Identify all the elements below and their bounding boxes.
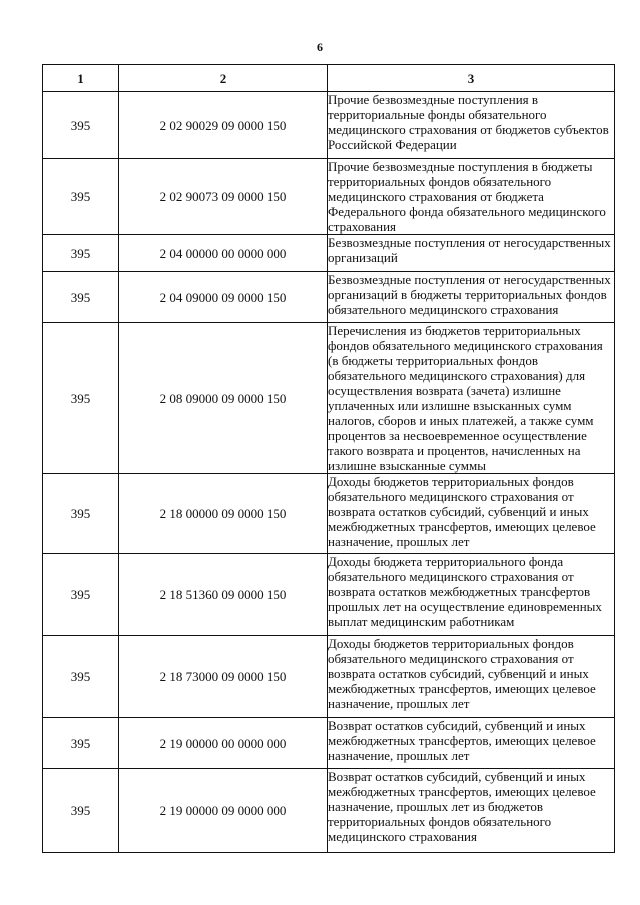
revenue-name-cell: Прочие безвозмездные поступления в бюджеты территориальных фондов обязательного медицинского страхования от бюджета Федерального фонда обязательного медицинского страхования <box>328 159 615 235</box>
revenue-code-cell: 2 18 73000 09 0000 150 <box>119 636 328 718</box>
revenue-name-cell: Безвозмездные поступления от негосударственных организаций в бюджеты территориальных фондов обязательного медицинского страхования <box>328 272 615 323</box>
table-row <box>43 92 615 159</box>
revenue-name-cell: Прочие безвозмездные поступления в территориальные фонды обязательного медицинского страхования от бюджетов субъектов Российской Федерации <box>328 92 615 159</box>
table-row <box>43 769 615 853</box>
table-row <box>43 554 615 636</box>
table-row <box>43 636 615 718</box>
table-row <box>43 159 615 235</box>
table-row <box>43 235 615 272</box>
revenue-code-cell: 2 18 51360 09 0000 150 <box>119 554 328 636</box>
revenue-name-cell: Возврат остатков субсидий, субвенций и иных межбюджетных трансфертов, имеющих целевое назначение, прошлых лет из бюджетов территориальных фондов обязательного медицинского страхования <box>328 769 615 853</box>
revenue-code-cell: 2 04 00000 00 0000 000 <box>119 235 328 272</box>
revenue-code-cell: 2 04 09000 09 0000 150 <box>119 272 328 323</box>
chapter-code-cell: 395 <box>43 159 119 235</box>
revenue-code-cell: 2 02 90029 09 0000 150 <box>119 92 328 159</box>
chapter-code-cell: 395 <box>43 474 119 554</box>
chapter-code-cell: 395 <box>43 718 119 769</box>
chapter-code-cell: 395 <box>43 92 119 159</box>
column-header-3: 3 <box>328 65 615 92</box>
page-number: 6 <box>317 40 323 54</box>
revenue-name-cell: Перечисления из бюджетов территориальных фондов обязательного медицинского страхования (в бюджеты территориальных фондов обязательного медицинского страхования) для осуществления возврата (зачета) излишне уплаченных или излишне взысканных сумм налогов, сборов и иных платежей, а также сумм процентов за несвоевременное осуществление такого возврата и процентов, начисленных на излишне взысканные суммы <box>328 323 615 474</box>
chapter-code-cell: 395 <box>43 323 119 474</box>
revenue-code-cell: 2 18 00000 09 0000 150 <box>119 474 328 554</box>
column-header-1: 1 <box>43 65 119 92</box>
revenue-name-cell: Безвозмездные поступления от негосударственных организаций <box>328 235 615 272</box>
chapter-code-cell: 395 <box>43 272 119 323</box>
column-header-2: 2 <box>119 65 328 92</box>
table-row <box>43 718 615 769</box>
table-header-row <box>43 65 615 92</box>
revenue-codes-table <box>42 64 615 853</box>
revenue-code-cell: 2 19 00000 00 0000 000 <box>119 718 328 769</box>
chapter-code-cell: 395 <box>43 769 119 853</box>
table-row <box>43 272 615 323</box>
chapter-code-cell: 395 <box>43 636 119 718</box>
table-row <box>43 323 615 474</box>
revenue-name-cell: Доходы бюджетов территориальных фондов обязательного медицинского страхования от возврата остатков субсидий, субвенций и иных межбюджетных трансфертов, имеющих целевое назначение, прошлых лет <box>328 474 615 554</box>
revenue-code-cell: 2 08 09000 09 0000 150 <box>119 323 328 474</box>
revenue-name-cell: Доходы бюджета территориального фонда обязательного медицинского страхования от возврата остатков межбюджетных трансфертов прошлых лет на осуществление единовременных выплат медицинским работникам <box>328 554 615 636</box>
revenue-name-cell: Возврат остатков субсидий, субвенций и иных межбюджетных трансфертов, имеющих целевое назначение, прошлых лет <box>328 718 615 769</box>
revenue-code-cell: 2 02 90073 09 0000 150 <box>119 159 328 235</box>
revenue-name-cell: Доходы бюджетов территориальных фондов обязательного медицинского страхования от возврата остатков субсидий, субвенций и иных межбюджетных трансфертов, имеющих целевое назначение, прошлых лет <box>328 636 615 718</box>
chapter-code-cell: 395 <box>43 235 119 272</box>
table-row <box>43 474 615 554</box>
chapter-code-cell: 395 <box>43 554 119 636</box>
revenue-code-cell: 2 19 00000 09 0000 000 <box>119 769 328 853</box>
